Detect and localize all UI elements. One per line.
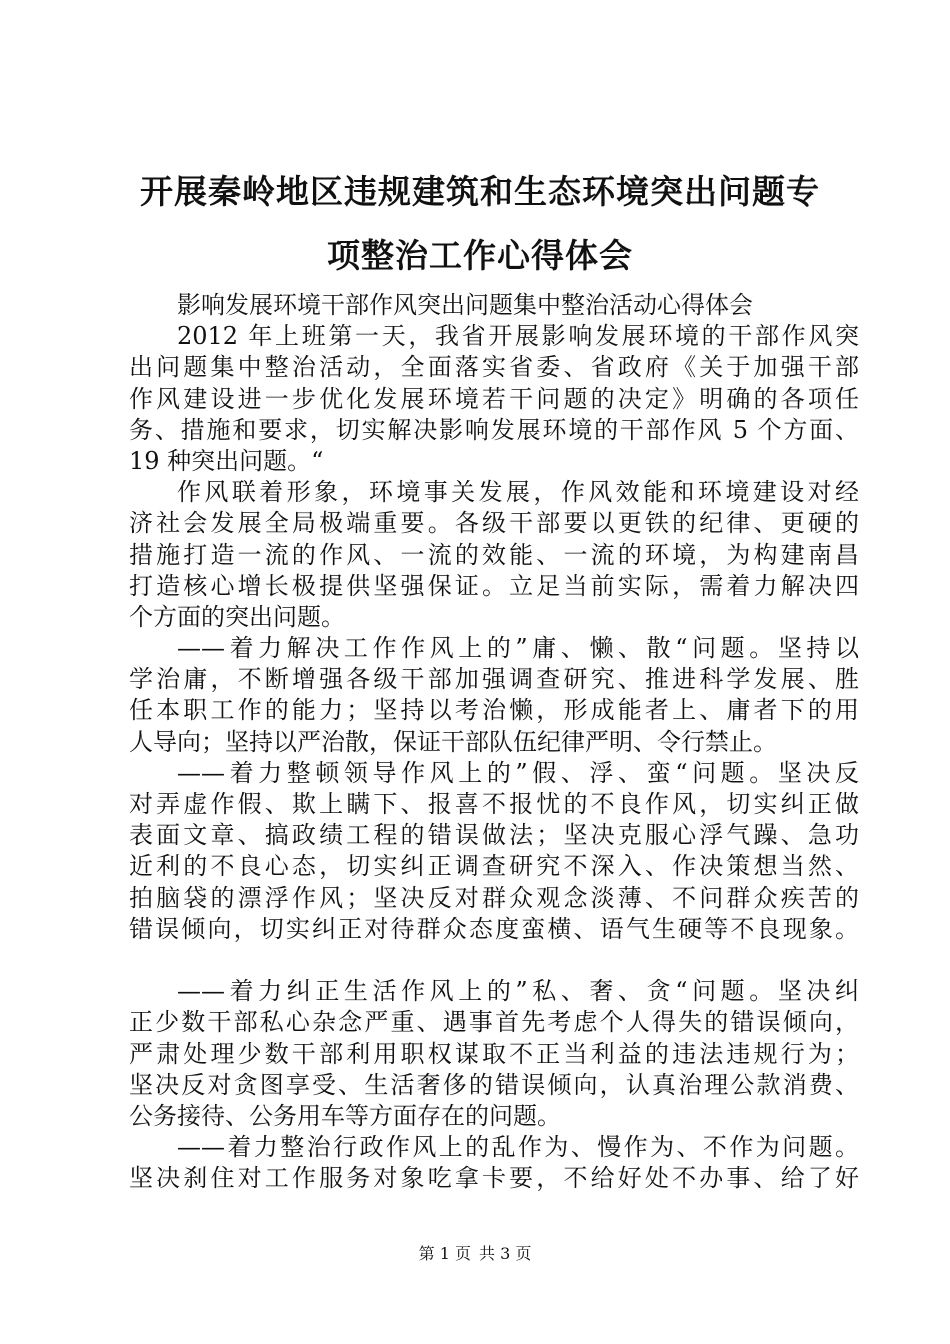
paragraph-line: 人导向；坚持以严治散，保证干部队伍纪律严明、令行禁止。 [129,727,777,756]
paragraph-line: 务、措施和要求，切实解决影响发展环境的干部作风 5 个方面、 [129,415,859,444]
paragraph-line: 学治庸，不断增强各级干部加强调查研究、推进科学发展、胜 [129,665,859,694]
paragraph-line: 坚决刹住对工作服务对象吃拿卡要，不给好处不办事、给了好 [129,1164,859,1193]
page-footer [0,1244,950,1264]
paragraph-line: 个方面的突出问题。 [129,602,345,631]
paragraph-line: 坚决反对贪图享受、生活奢侈的错误倾向，认真治理公款消费、 [129,1070,859,1099]
document-body [129,290,859,1194]
paragraph-line: 作风联着形象，环境事关发展，作风效能和环境建设对经 [177,478,859,507]
paragraph-line: 19 种突出问题。“ [129,446,324,475]
document-title [110,160,850,288]
paragraph-line: 拍脑袋的漂浮作风；坚决反对群众观念淡薄、不问群众疾苦的 [129,883,859,912]
paragraph-line: 正少数干部私心杂念严重、遇事首先考虑个人得失的错误倾向， [129,1008,859,1037]
paragraph-line: 任本职工作的能力；坚持以考治懒，形成能者上、庸者下的用 [129,696,859,725]
paragraph-line: 2012 年上班第一天，我省开展影响发展环境的干部作风突 [177,322,859,351]
document-subtitle: 影响发展环境干部作风突出问题集中整治活动心得体会 [177,291,753,319]
paragraph-line: 济社会发展全局极端重要。各级干部要以更铁的纪律、更硬的 [129,509,859,538]
paragraph-line: 措施打造一流的作风、一流的效能、一流的环境，为构建南昌 [129,540,859,569]
paragraph-line: 近利的不良心态，切实纠正调查研究不深入、作决策想当然、 [129,852,859,881]
title-line: 开展秦岭地区违规建筑和生态环境突出问题专 [140,172,820,211]
paragraph-line: 错误倾向，切实纠正对待群众态度蛮横、语气生硬等不良现象。 [129,914,859,943]
title-line: 项整治工作心得体会 [327,236,633,275]
paragraph-line: 打造核心增长极提供坚强保证。立足当前实际，需着力解决四 [129,571,859,600]
paragraph-line: 作风建设进一步优化发展环境若干问题的决定》明确的各项任 [129,384,859,413]
paragraph-line: 严肃处理少数干部利用职权谋取不正当利益的违法违规行为； [129,1039,859,1068]
paragraph-line: 公务接待、公务用车等方面存在的问题。 [129,1101,561,1130]
paragraph-line: 对弄虚作假、欺上瞒下、报喜不报忧的不良作风，切实纠正做 [129,790,859,818]
paragraph-line: 表面文章、搞政绩工程的错误做法；坚决克服心浮气躁、急功 [129,821,859,850]
paragraph-gap [129,945,859,976]
paragraph-line: 出问题集中整治活动，全面落实省委、省政府《关于加强干部 [129,353,859,382]
page-number: 第 1 页 [418,1244,471,1263]
page-total: 共 3 页 [479,1244,532,1263]
paragraph-line: ——着力整治行政作风上的乱作为、慢作为、不作为问题。 [177,1133,859,1162]
paragraph-line: ——着力整顿领导作风上的”假、浮、蛮“问题。坚决反 [177,758,859,787]
paragraph-line: ——着力纠正生活作风上的”私、奢、贪“问题。坚决纠 [177,977,859,1006]
paragraph-line: ——着力解决工作作风上的”庸、懒、散“问题。坚持以 [177,634,859,663]
